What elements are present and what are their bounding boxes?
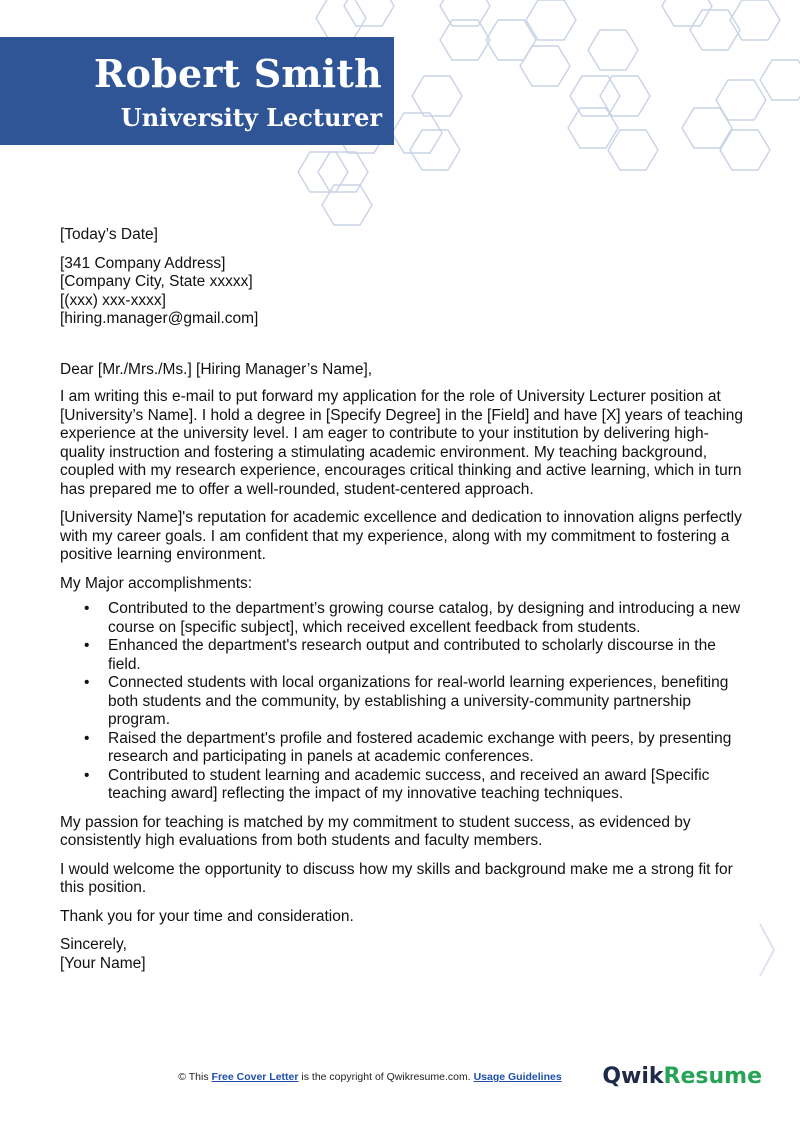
- address-line: [Company City, State xxxxx]: [60, 273, 253, 290]
- body-paragraph-1: I am writing this e-mail to put forward my application for the role of University Lecturer position at [University’s Name]. I hold a degree in [Specify Degree] in the [Field] and have [X] years of teaching experience at the university level. I am eager to contribute to your institution by delivering high-quality instruction and fostering a stimulating academic environment. My teaching background, coupled with my research experience, encourages critical thinking and active learning, which in turn has prepared me to offer a well-rounded, student-centered approach.: [60, 388, 743, 498]
- qwikresume-logo[interactable]: [602, 1064, 762, 1089]
- accomplishments-heading: My Major accomplishments:: [60, 574, 253, 592]
- usage-guidelines-link[interactable]: Usage Guidelines: [473, 1071, 562, 1083]
- recipient-address: [60, 255, 750, 329]
- accomplishment-item: • Contributed to student learning and academic success, and received an award [Specific teaching award] reflecting the impact of my innovative teaching techniques.: [108, 767, 750, 804]
- signature-name: [Your Name]: [60, 954, 146, 972]
- body-paragraph-5: Thank you for your time and consideration.: [60, 907, 354, 925]
- chevron-right-icon: [756, 922, 778, 978]
- free-cover-letter-link[interactable]: Free Cover Letter: [211, 1071, 299, 1083]
- footer-middle-text: is the copyright of Qwikresume.com.: [301, 1071, 471, 1083]
- address-line: [(xxx) xxx-xxxx]: [60, 291, 166, 309]
- header-banner: [0, 37, 394, 145]
- sign-off: Sincerely,: [60, 936, 127, 953]
- salutation: Dear [Mr./Mrs./Ms.] [Hiring Manager’s Name],: [60, 360, 373, 378]
- applicant-job-title: University Lecturer: [120, 103, 382, 132]
- footer-prefix: © This: [178, 1071, 209, 1083]
- accomplishment-item: • Contributed to the department’s growing course catalog, by designing and introducing a new course on [specific subject], which received excellent feedback from students.: [108, 600, 750, 637]
- accomplishments-list: [60, 600, 750, 804]
- accomplishment-item: • Raised the department's profile and fostered academic exchange with peers, by presenting research and participating in panels at academic conferences.: [108, 730, 750, 767]
- letter-date: [Today’s Date]: [60, 226, 158, 243]
- body-paragraph-4: I would welcome the opportunity to discuss how my skills and background make me a strong fit for this position.: [60, 860, 733, 896]
- body-paragraph-2: [University Name]'s reputation for academic excellence and dedication to innovation aligns perfectly with my career goals. I am confident that my experience, along with my commitment to fostering a positive learning environment.: [60, 509, 742, 563]
- accomplishment-item: • Enhanced the department's research output and contributed to scholarly discourse in the field.: [108, 637, 750, 674]
- accomplishment-item: • Connected students with local organizations for real-world learning experiences, benefiting both students and the community, by establishing a university-community partnership program.: [108, 674, 750, 730]
- body-paragraph-3: My passion for teaching is matched by my commitment to student success, as evidenced by consistently high evaluations from both students and faculty members.: [60, 813, 691, 849]
- logo-part-resume: Resume: [663, 1064, 762, 1089]
- address-line: [341 Company Address]: [60, 254, 226, 272]
- logo-part-qwik: Qwik: [602, 1064, 664, 1089]
- address-line: [hiring.manager@gmail.com]: [60, 310, 259, 327]
- applicant-name: Robert Smith: [93, 51, 382, 96]
- cover-letter-body: [60, 226, 750, 973]
